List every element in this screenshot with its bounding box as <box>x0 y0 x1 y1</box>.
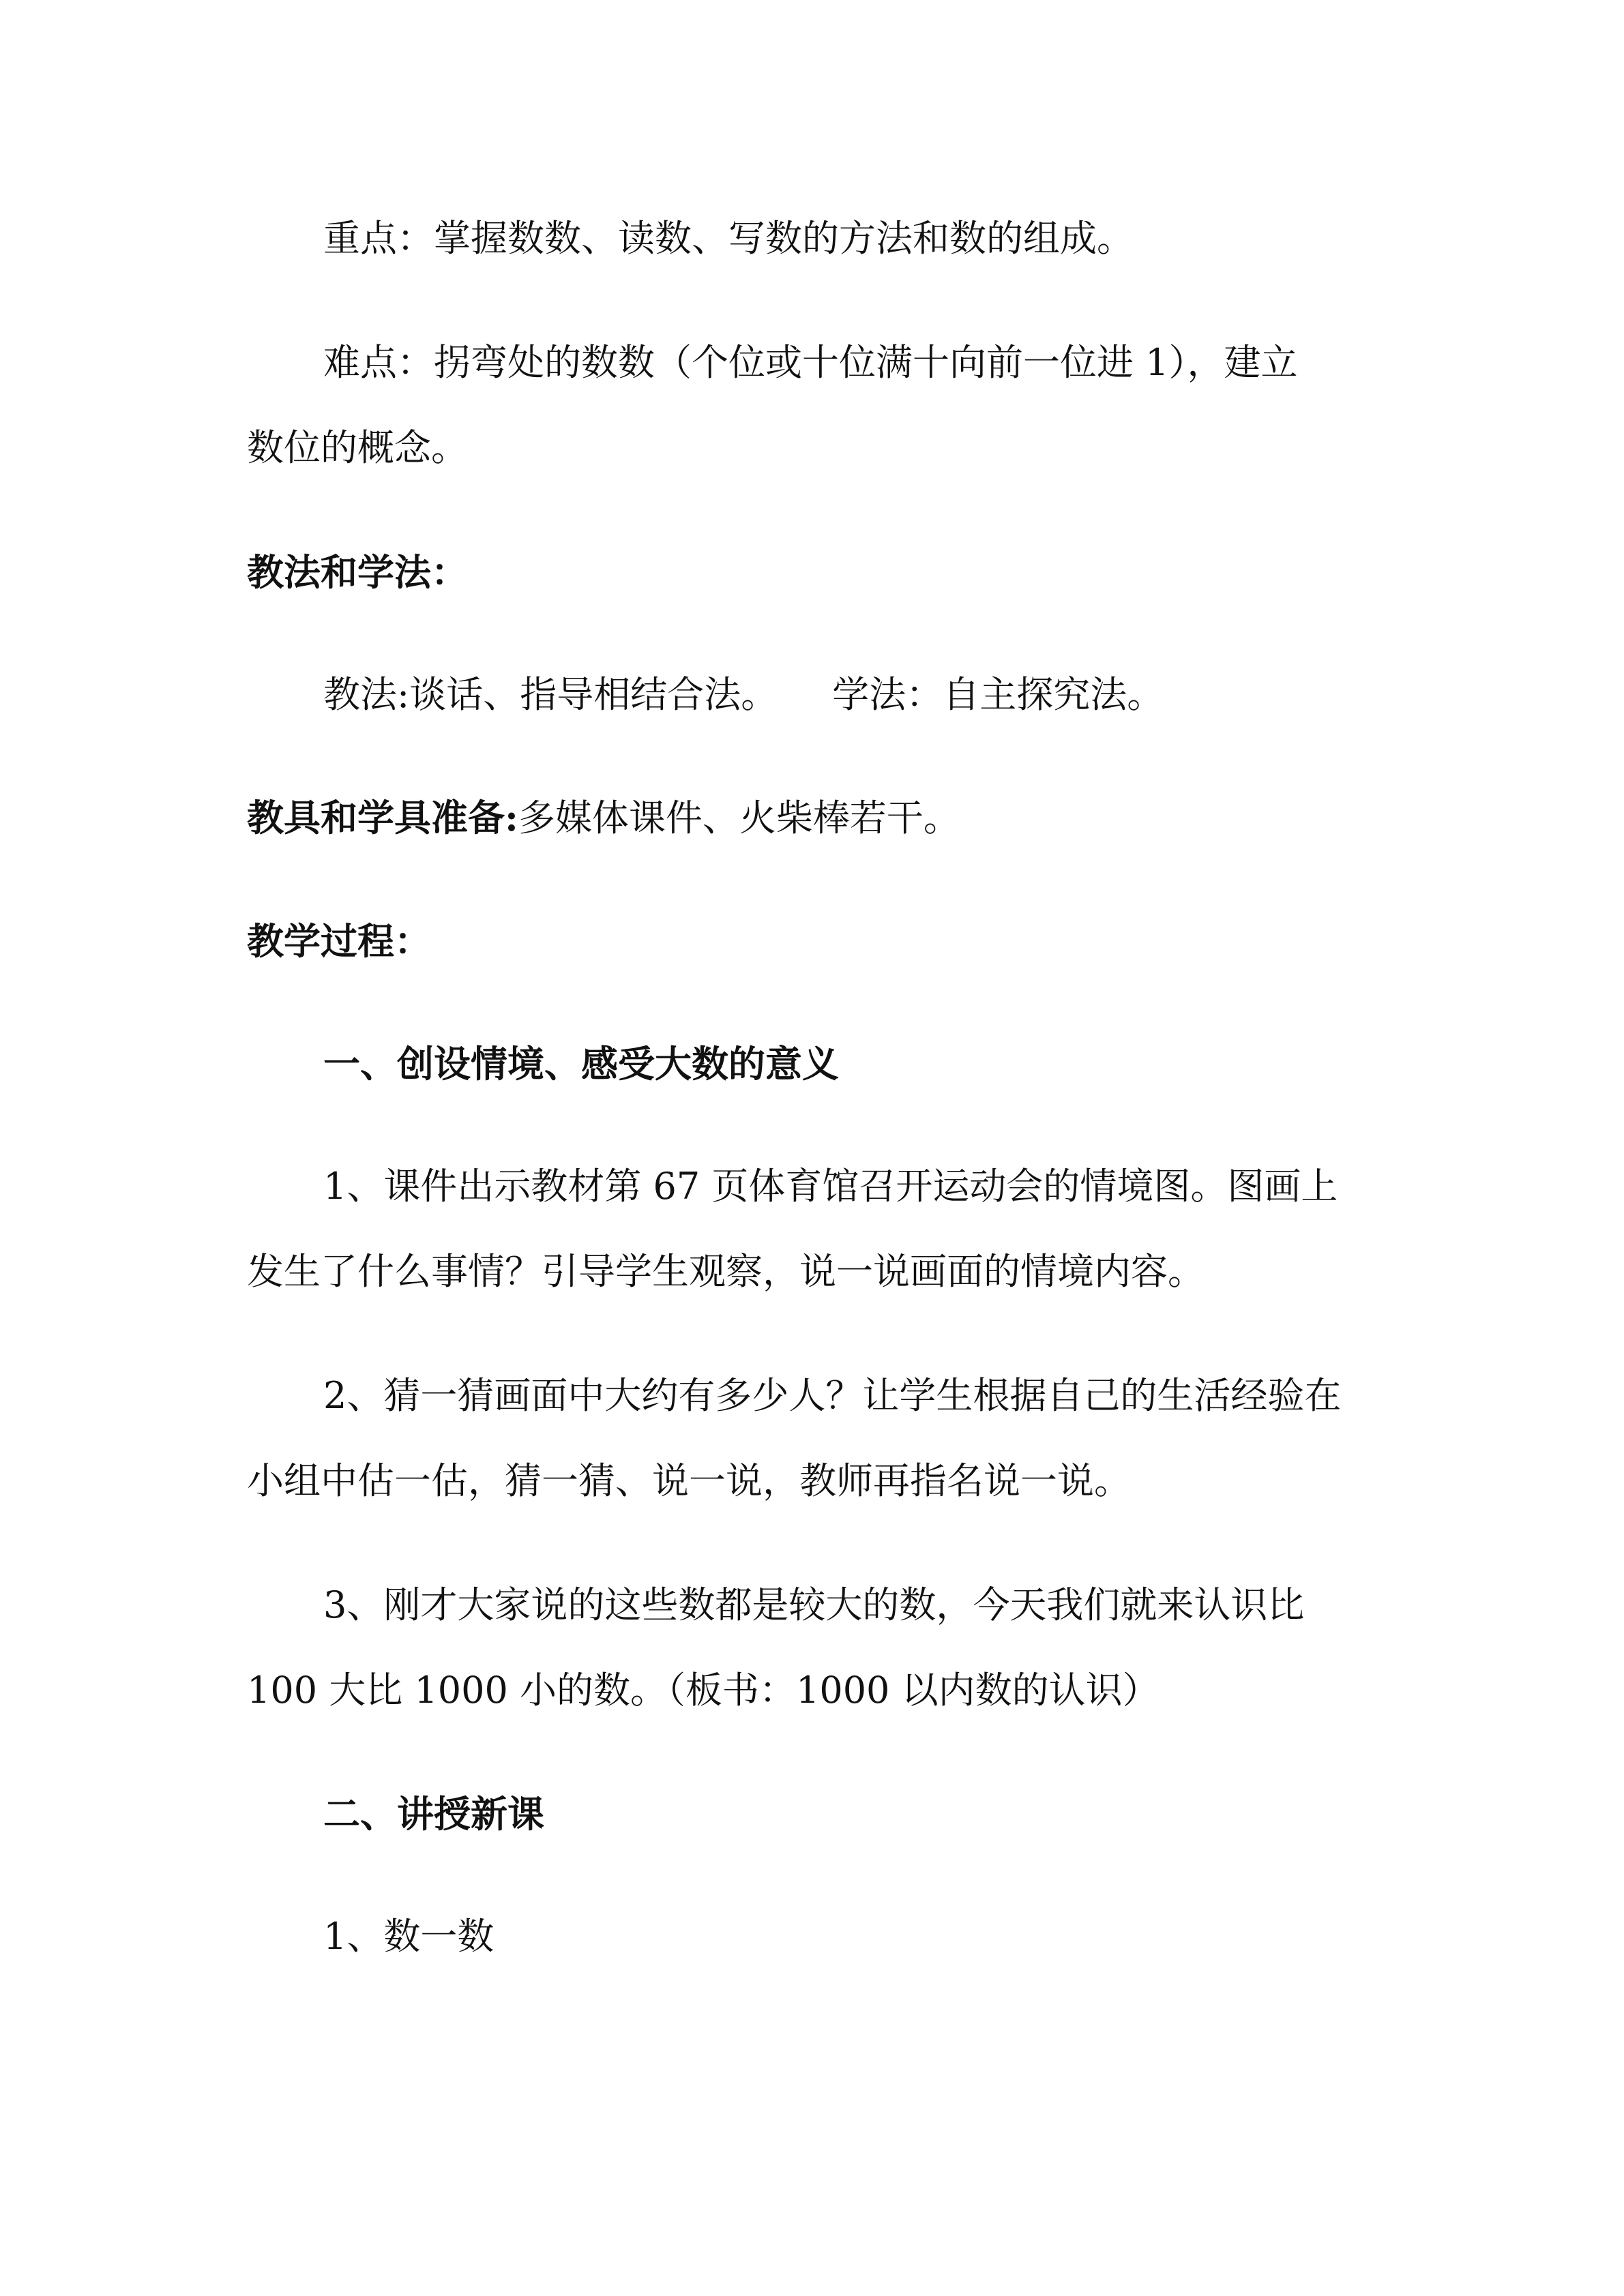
item2-text-line2: 小组中估一估，猜一猜、说一说，教师再指名说一说。 <box>247 1459 1131 1502</box>
methods-heading: 教法和学法： <box>247 550 468 594</box>
item3-text-line2: 100 大比 1000 小的数。（板书：1000 以内数的认识） <box>247 1669 1160 1712</box>
section1-heading: 一、创设情境、感受大数的意义 <box>323 1042 839 1086</box>
item3-text-line1: 3、刚才大家说的这些数都是较大的数，今天我们就来认识比 <box>323 1583 1305 1626</box>
learning-method-text: 学法：自主探究法。 <box>832 673 1164 716</box>
item2-text-line1: 2、猜一猜画面中大约有多少人？让学生根据自己的生活经验在 <box>323 1374 1342 1417</box>
subitem1-text: 1、数一数 <box>323 1915 494 1958</box>
difficulty-text-line1: 难点：拐弯处的数数（个位或十位满十向前一位进 1），建立 <box>323 341 1298 384</box>
tools-line <box>247 796 960 840</box>
process-heading: 教学过程： <box>247 919 431 963</box>
teaching-method-text: 教法:谈话、指导相结合法。 <box>323 673 778 716</box>
item1-text-line2: 发生了什么事情？引导学生观察，说一说画面的情境内容。 <box>247 1250 1205 1293</box>
item1-text-line1: 1、课件出示教材第 67 页体育馆召开运动会的情境图。图画上 <box>323 1165 1338 1208</box>
difficulty-text-line2: 数位的概念。 <box>247 426 468 469</box>
section2-heading: 二、讲授新课 <box>323 1792 544 1836</box>
methods-line <box>323 673 1164 717</box>
tools-text: 多媒体课件、火柴棒若干。 <box>518 796 960 839</box>
key-point-text: 重点：掌握数数、读数、写数的方法和数的组成。 <box>323 217 1134 260</box>
tools-heading: 教具和学具准备: <box>247 796 518 839</box>
